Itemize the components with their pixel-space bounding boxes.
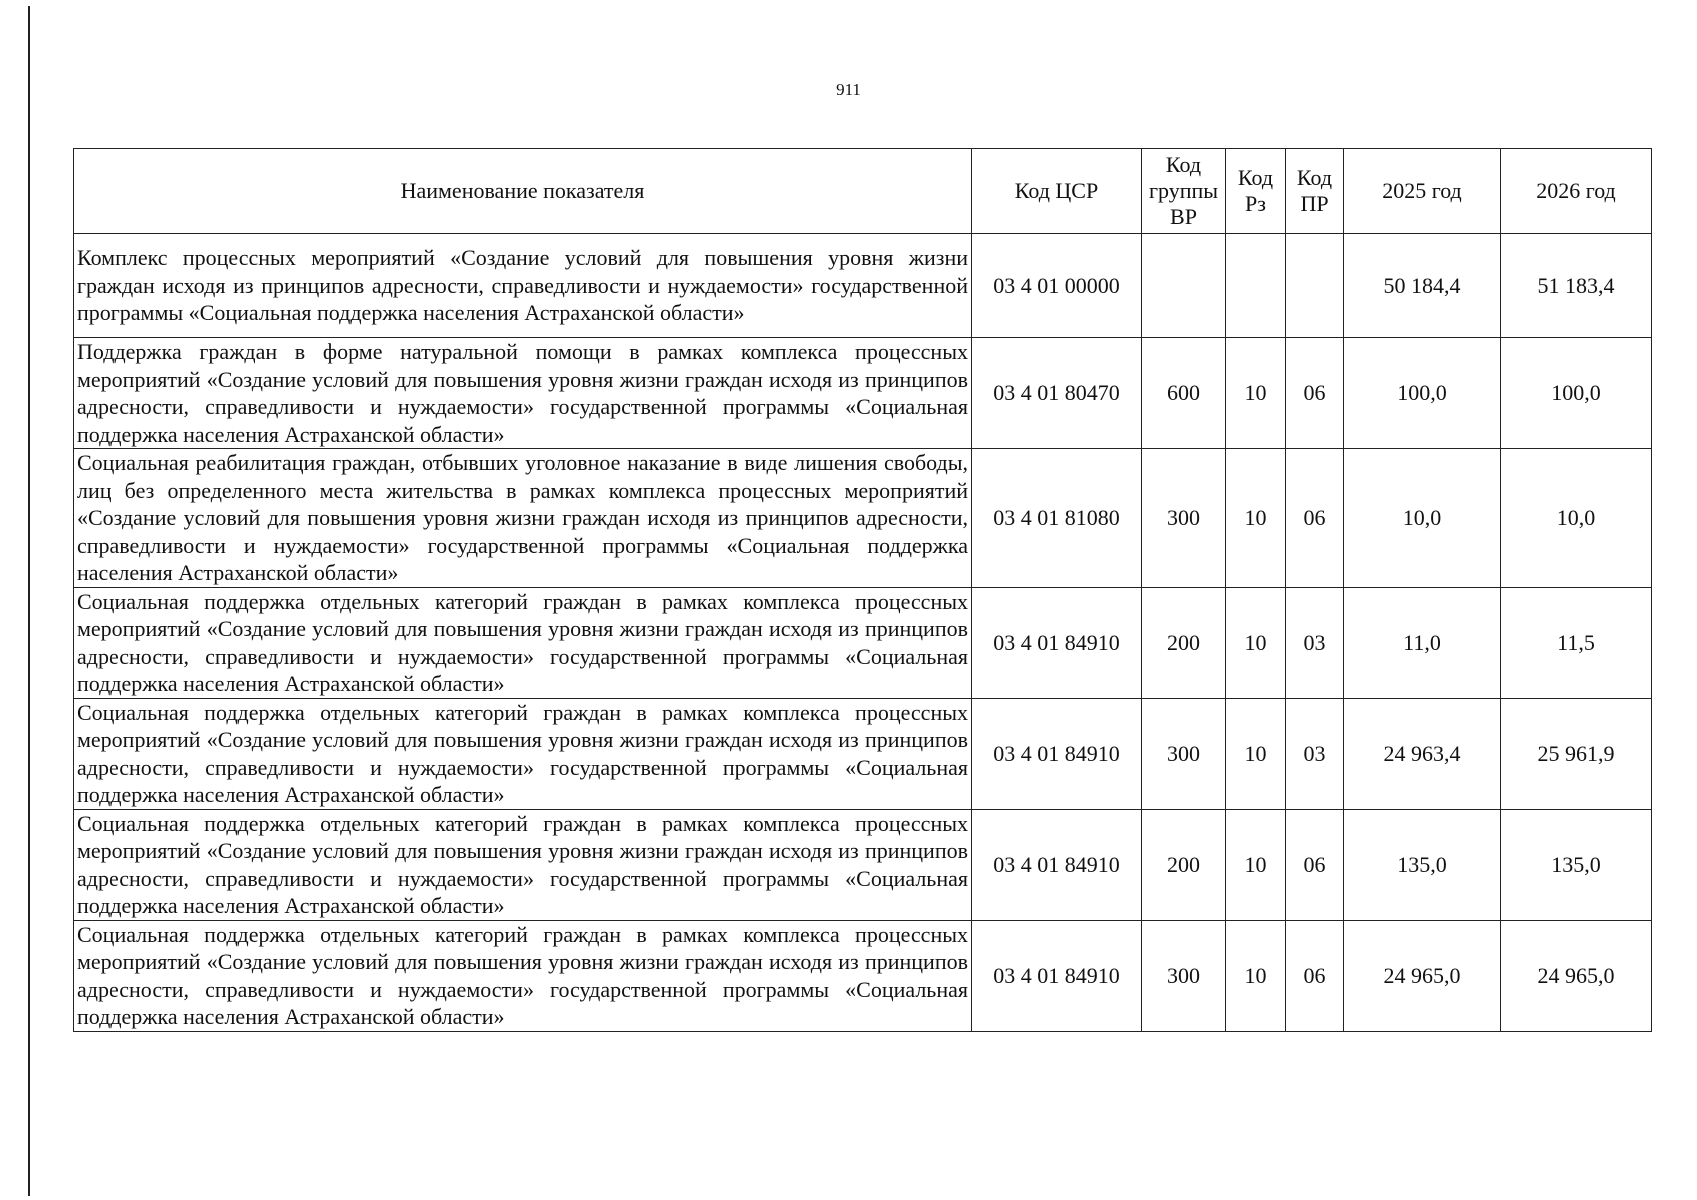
- cell-name: Поддержка граждан в форме натуральной помощи в рамках комплекса процессных мероприятий «Создание условий для повышения уровня жизни граждан исходя из принципов адресности, справедливости и нуждаемости» государственной программы «Социальная поддержка населения Астраханской области»: [74, 338, 972, 449]
- cell-pr: 06: [1286, 449, 1344, 588]
- cell-name: Комплекс процессных мероприятий «Создание условий для повышения уровня жизни граждан исходя из принципов адресности, справедливости и нуждаемости» государственной программы «Социальная поддержка населения Астраханской области»: [74, 234, 972, 338]
- table-row: [74, 587, 1652, 698]
- cell-rz: 10: [1226, 809, 1286, 920]
- cell-vr: 300: [1142, 698, 1226, 809]
- table-header-row: [74, 149, 1652, 234]
- cell-vr: 300: [1142, 920, 1226, 1031]
- cell-pr: [1286, 234, 1344, 338]
- cell-2025: 135,0: [1344, 809, 1501, 920]
- cell-name: Социальная поддержка отдельных категорий граждан в рамках комплекса процессных мероприятий «Создание условий для повышения уровня жизни граждан исходя из принципов адресности, справедливости и нуждаемости» государственной программы «Социальная поддержка населения Астраханской области»: [74, 920, 972, 1031]
- cell-vr: 600: [1142, 338, 1226, 449]
- cell-name: Социальная поддержка отдельных категорий граждан в рамках комплекса процессных мероприятий «Создание условий для повышения уровня жизни граждан исходя из принципов адресности, справедливости и нуждаемости» государственной программы «Социальная поддержка населения Астраханской области»: [74, 698, 972, 809]
- cell-2026: 10,0: [1501, 449, 1652, 588]
- cell-vr: 300: [1142, 449, 1226, 588]
- cell-2025: 10,0: [1344, 449, 1501, 588]
- page-number: 911: [836, 80, 861, 99]
- table-row: [74, 449, 1652, 588]
- cell-name: Социальная поддержка отдельных категорий граждан в рамках комплекса процессных мероприятий «Создание условий для повышения уровня жизни граждан исходя из принципов адресности, справедливости и нуждаемости» государственной программы «Социальная поддержка населения Астраханской области»: [74, 809, 972, 920]
- cell-csr: 03 4 01 80470: [972, 338, 1142, 449]
- cell-2025: 24 963,4: [1344, 698, 1501, 809]
- cell-2025: 50 184,4: [1344, 234, 1501, 338]
- cell-csr: 03 4 01 81080: [972, 449, 1142, 588]
- cell-name: Социальная поддержка отдельных категорий граждан в рамках комплекса процессных мероприятий «Создание условий для повышения уровня жизни граждан исходя из принципов адресности, справедливости и нуждаемости» государственной программы «Социальная поддержка населения Астраханской области»: [74, 587, 972, 698]
- cell-pr: 03: [1286, 698, 1344, 809]
- cell-vr: 200: [1142, 809, 1226, 920]
- table-row: [74, 809, 1652, 920]
- table-row: [74, 698, 1652, 809]
- cell-2026: 100,0: [1501, 338, 1652, 449]
- table-row: [74, 920, 1652, 1031]
- cell-2026: 24 965,0: [1501, 920, 1652, 1031]
- cell-rz: 10: [1226, 449, 1286, 588]
- cell-pr: 06: [1286, 809, 1344, 920]
- cell-pr: 06: [1286, 338, 1344, 449]
- cell-csr: 03 4 01 84910: [972, 920, 1142, 1031]
- cell-rz: 10: [1226, 698, 1286, 809]
- cell-2025: 100,0: [1344, 338, 1501, 449]
- cell-2026: 11,5: [1501, 587, 1652, 698]
- cell-pr: 03: [1286, 587, 1344, 698]
- table-row: [74, 234, 1652, 338]
- cell-vr: [1142, 234, 1226, 338]
- header-pr: Код ПР: [1286, 149, 1344, 234]
- cell-rz: [1226, 234, 1286, 338]
- header-csr: Код ЦСР: [972, 149, 1142, 234]
- margin-rule: [28, 6, 30, 1196]
- cell-2026: 25 961,9: [1501, 698, 1652, 809]
- cell-2025: 24 965,0: [1344, 920, 1501, 1031]
- budget-table: [73, 148, 1652, 1032]
- cell-csr: 03 4 01 00000: [972, 234, 1142, 338]
- cell-rz: 10: [1226, 587, 1286, 698]
- header-name: Наименование показателя: [74, 149, 972, 234]
- header-rz: Код Рз: [1226, 149, 1286, 234]
- cell-2026: 135,0: [1501, 809, 1652, 920]
- header-2025: 2025 год: [1344, 149, 1501, 234]
- cell-2026: 51 183,4: [1501, 234, 1652, 338]
- cell-vr: 200: [1142, 587, 1226, 698]
- cell-rz: 10: [1226, 338, 1286, 449]
- cell-csr: 03 4 01 84910: [972, 587, 1142, 698]
- cell-name: Социальная реабилитация граждан, отбывших уголовное наказание в виде лишения свободы, лиц без определенного места жительства в рамках комплекса процессных мероприятий «Создание условий для повышения уровня жизни граждан исходя из принципов адресности, справедливости и нуждаемости» государственной программы «Социальная поддержка населения Астраханской области»: [74, 449, 972, 588]
- cell-csr: 03 4 01 84910: [972, 809, 1142, 920]
- header-vr: Код группы ВР: [1142, 149, 1226, 234]
- cell-pr: 06: [1286, 920, 1344, 1031]
- cell-2025: 11,0: [1344, 587, 1501, 698]
- header-2026: 2026 год: [1501, 149, 1652, 234]
- cell-csr: 03 4 01 84910: [972, 698, 1142, 809]
- table-row: [74, 338, 1652, 449]
- cell-rz: 10: [1226, 920, 1286, 1031]
